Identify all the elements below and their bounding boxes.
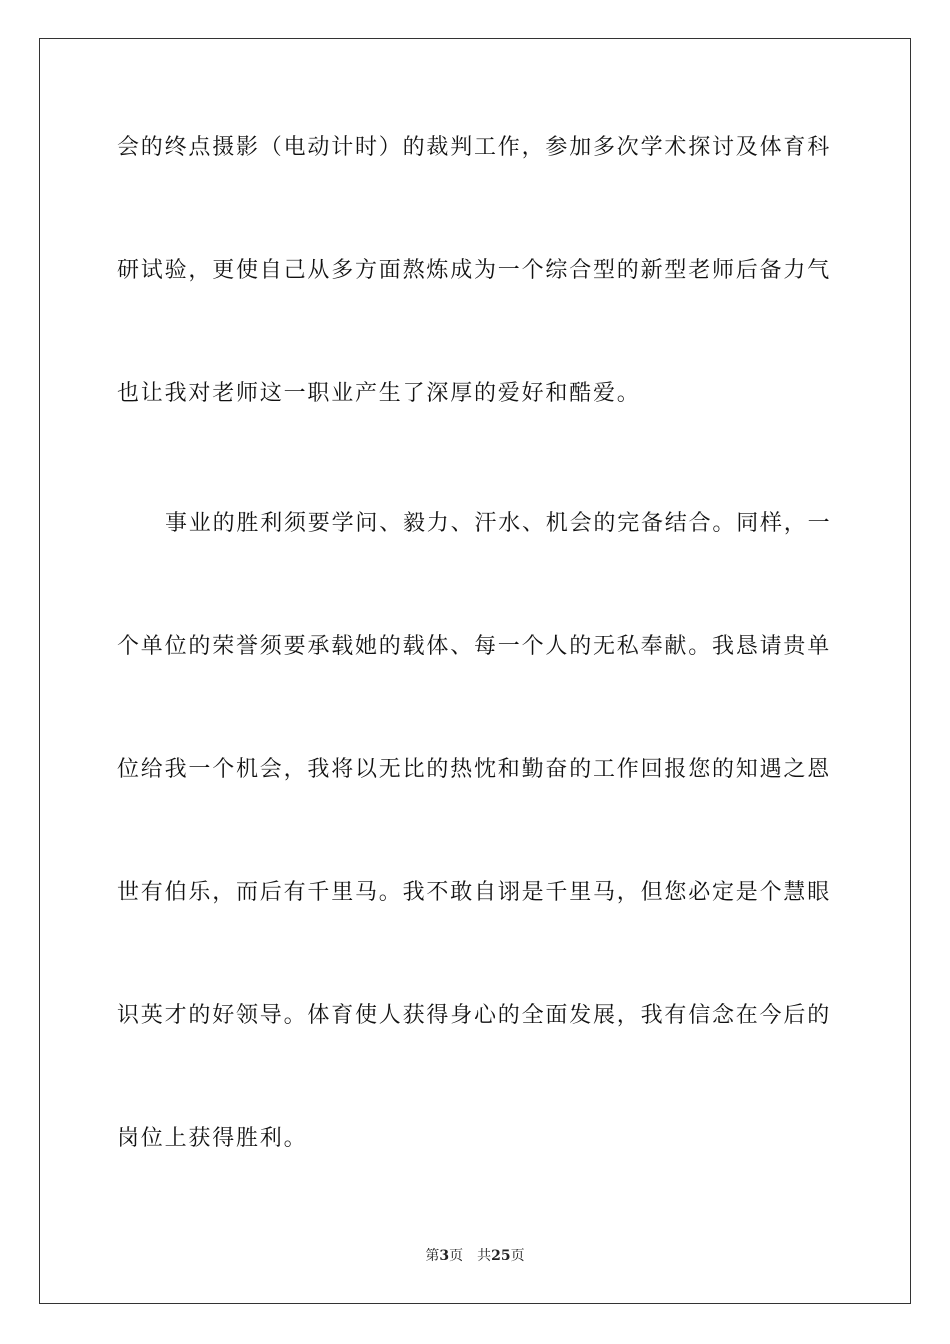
body-text-line-6: 位给我一个机会，我将以无比的热忱和勤奋的工作回报您的知遇之恩 <box>117 757 832 782</box>
body-text-line-8: 识英才的好领导。体育使人获得身心的全面发展，我有信念在今后的 <box>117 1003 832 1028</box>
page-border <box>39 38 911 1304</box>
body-text-line-3: 也让我对老师这一职业产生了深厚的爱好和酷爱。 <box>117 381 641 406</box>
page-number: 3 <box>439 1248 450 1264</box>
total-pages: 25 <box>491 1248 511 1264</box>
body-text-line-9: 岗位上获得胜利。 <box>117 1126 308 1151</box>
page-footer <box>0 1246 950 1266</box>
page-prefix: 第 <box>425 1248 440 1264</box>
body-text-line-7: 世有伯乐，而后有千里马。我不敢自诩是千里马，但您必定是个慧眼 <box>117 880 832 905</box>
body-text-line-5: 个单位的荣誉须要承载她的载体、每一个人的无私奉献。我恳请贵单 <box>117 634 832 659</box>
total-suffix: 页 <box>510 1248 525 1264</box>
body-text-line-1: 会的终点摄影（电动计时）的裁判工作，参加多次学术探讨及体育科 <box>117 135 832 160</box>
body-text-line-2: 研试验，更使自己从多方面熬炼成为一个综合型的新型老师后备力气 <box>117 258 832 283</box>
total-prefix: 共 <box>477 1248 492 1264</box>
page-suffix: 页 <box>449 1248 464 1264</box>
body-text-line-4: 事业的胜利须要学问、毅力、汗水、机会的完备结合。同样，一 <box>165 511 832 536</box>
